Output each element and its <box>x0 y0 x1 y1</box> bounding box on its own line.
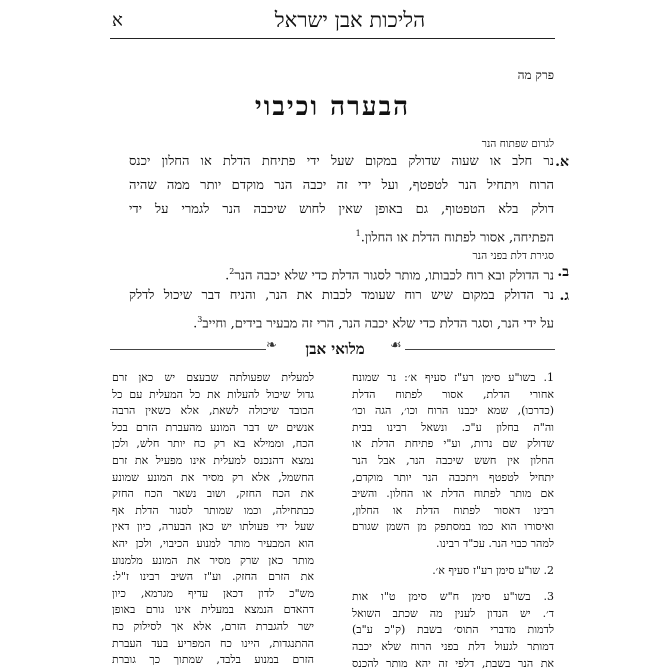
note-line: ישר להגברת הזרם, אלא אך לסילוק כח <box>112 619 314 636</box>
section-b-subtitle: סגירת דלת בפני הנר <box>473 250 554 262</box>
section-b-line: נר הדולק ובא רוח לכבותו, מותר לסגור הדלת כדי שלא יכבה הנר <box>234 268 554 283</box>
header-rule <box>110 38 555 39</box>
note-line: לדמות מדברי התוס׳ בשבת (ק"כ ע"ב) <box>352 622 554 639</box>
note-line: החלון אין חשש שיכבה הנר, אבל הנר <box>352 453 554 470</box>
section-c-line: נר הדולק במקום שיש רוח שעומד לכבות את הנר, והניח דבר שיכול לדלק <box>129 284 554 308</box>
note-line: (כדרכו), שמא יכבנו הרוח וכו׳, הגה וכו׳ <box>352 403 554 420</box>
note-line: החשמל, אלא רק מסיר את המונע שמונע <box>112 470 314 487</box>
note-line: אחורי הדלת, אסור לפתוח הדלת <box>352 387 554 404</box>
note-number: 3. <box>544 590 555 603</box>
note-line <box>352 370 554 387</box>
note-line <box>352 563 554 580</box>
footnote-ref: 1 <box>356 229 361 238</box>
section-c <box>129 284 554 336</box>
note-line: למעלית שפעולתה שבעצם יש כאן זרם <box>112 370 314 387</box>
note-line: את הזרם החזק. וע"ז השיב רבינו ז"ל: <box>112 569 314 586</box>
footnote-ref: 3 <box>197 315 202 324</box>
note-line: הכובד שיכולה לשאת, אלא כשאין הרבה <box>112 403 314 420</box>
section-a-line: הפתיחה, אסור לפתוח הדלת או החלון <box>365 230 554 245</box>
note-line: ואיסורו הוא כמו במסתפק מן השמן שגורם <box>352 519 554 536</box>
note-line: נמצא דהנכנס למעלית אינו מפעיל את זרם <box>112 453 314 470</box>
note-line: למהר כבוי הנר. עכ"ד רבינו. <box>352 536 554 553</box>
note-text: בשו"ע סימן ח"ש סימן ט"ו אות <box>352 590 531 603</box>
ornament-right-icon: ☙ <box>390 338 402 353</box>
section-a-subtitle: לגרום שפתוח הנר <box>482 138 554 150</box>
section-c-last-line: על ידי הנר, וסגר הדלת כדי שלא יכבה הנר, הרי זה מבעיר בידים, וחייב$^3$. <box>129 308 554 336</box>
note-line: גדול שיכול להעלות את כל המעלית עם כל <box>112 387 314 404</box>
note-line: שדולק שם נרות, וע"י פתיחת הדלת או <box>352 436 554 453</box>
note-number: 2. <box>544 564 555 577</box>
note-line: את הנר בשבת, דלפי זה יהא מותר להכנס <box>352 656 554 672</box>
note-text: בשו"ע סימן רע"ז סעיף א׳: נר שמונח <box>352 371 536 384</box>
section-a-last-line: הפתיחה, אסור לפתוח הדלת או החלון.$^1$ <box>129 222 554 250</box>
note-line: מותר כאן שרק מסיר את המונע מלמנוע <box>112 553 314 570</box>
main-title: הבערה וכיבוי <box>110 92 555 122</box>
note-line: הכח, וממילא בא רק כח יותר חלש, ולכן <box>112 436 314 453</box>
note-line: אם מותר לפתוח הדלת או החלון. והשיב <box>352 486 554 503</box>
note-line: רבינו דאסור לפתוח הדלת או החלון, <box>352 503 554 520</box>
section-c-marker: ג. <box>560 284 570 308</box>
note-line: יתחיל לטפטף ויתכבה הנר יותר מוקדם, <box>352 470 554 487</box>
footnote-ref: 2 <box>229 267 234 276</box>
note-line: וה"ה בחלון ע"כ. ונשאל רבינו בבית <box>352 420 554 437</box>
divider-rule-left <box>110 349 266 350</box>
note-line: ד׳. יש הנדון לענין מה שכתב השואל <box>352 606 554 623</box>
note-line: את הכח החזק, ושוב נשאר הכח החזק <box>112 486 314 503</box>
section-a-line: דולק בלא הטפטוף, גם באופן שאין לחוש שיכבה הנר לגמרי על ידי <box>129 198 554 222</box>
section-b-last-line: נר הדולק ובא רוח לכבותו, מותר לסגור הדלת כדי שלא יכבה הנר$^2$. <box>129 260 554 288</box>
section-a-line: הרוח ויתחיל הנר לטפטף, ועל ידי זה יכבה הנר מוקדם יותר ממה שהיה <box>129 174 554 198</box>
note-line: דמותר לגעול דלת בפני הרוח שלא יכבה <box>352 639 554 656</box>
divider-title: מלואי אבן <box>280 340 390 359</box>
note-line: מש"כ לדון דכאן עדיף מגרמא, כיון <box>112 586 314 603</box>
notes-column-right <box>352 370 554 672</box>
note-line <box>352 589 554 606</box>
note-line: כבתחילה, וכמו שמותר לסגור הדלת אף <box>112 503 314 520</box>
note-text: שו"ע סימן רע"ז סעיף א׳. <box>432 564 540 577</box>
section-c-line: על ידי הנר, וסגר הדלת כדי שלא יכבה הנר, הרי זה מבעיר בידים, וחייב <box>202 316 554 331</box>
notes-column-left <box>112 370 314 669</box>
note-line: הזרם במנוע בלבד, שמתוך כך גוברת <box>112 652 314 669</box>
note-number: 1. <box>544 371 555 384</box>
section-a-marker: א. <box>555 150 569 174</box>
note-line: דהאדם הנמצא במעלית אינו גורם באופן <box>112 602 314 619</box>
section-b-marker: ב. <box>557 260 569 284</box>
section-a-line: נר חלב או שעוה שדולק במקום שעל ידי פתיחת הדלת או החלון יכנס <box>129 150 554 174</box>
note-line: הוא המבעיר מותר למנוע הכיבוי, ולכן יהא <box>112 536 314 553</box>
note-line: ההתנגדות, היינו כח המפריע בעד העברת <box>112 636 314 653</box>
section-a <box>129 150 554 250</box>
note-line: שעל ידי פעולתו יש כאן הבערה, כיון דאין <box>112 519 314 536</box>
ornament-left-icon: ❧ <box>266 338 277 353</box>
divider-rule-right <box>405 349 555 350</box>
page-number: א <box>112 10 123 31</box>
note-line: אנשים יש דבר המונע מהעברת הזרם בכל <box>112 420 314 437</box>
running-header-title: הליכות אבן ישראל <box>230 8 470 33</box>
chapter-label: פרק מה <box>518 68 554 83</box>
